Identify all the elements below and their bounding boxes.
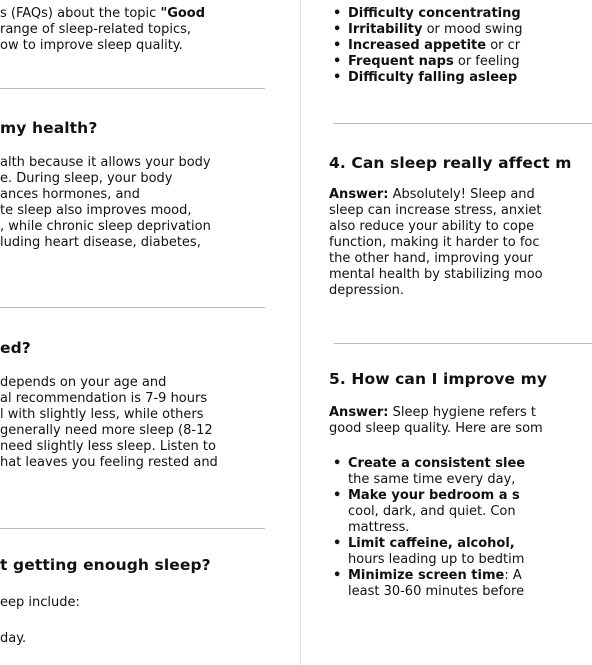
- answer-line: also reduce your ability to cope: [329, 219, 535, 234]
- answer-line: mental health by stabilizing moo: [329, 267, 543, 282]
- section-heading-not-enough-sleep: t getting enough sleep?: [0, 556, 211, 574]
- right-column: [311, 0, 592, 665]
- divider: [0, 88, 265, 89]
- list-item: • Make your bedroom a s cool, dark, and quiet. Con mattress.: [329, 488, 525, 536]
- list-item: • Irritability or mood swing: [329, 22, 523, 38]
- section-body-needed: [0, 375, 218, 471]
- body-line: hat leaves you feeling rested and: [0, 455, 218, 470]
- divider: [0, 528, 265, 529]
- intro-line-3: ow to improve sleep quality.: [0, 38, 183, 53]
- divider: [0, 307, 265, 308]
- list-item: • Difficulty concentrating: [329, 6, 523, 22]
- list-item: • Frequent naps or feeling: [329, 54, 523, 70]
- question-4-heading: 4. Can sleep really affect m: [329, 154, 572, 172]
- question-4-answer: [329, 187, 543, 299]
- symptom-list: [329, 6, 523, 86]
- list-item: • Difficulty falling asleep: [329, 70, 523, 86]
- intro-paragraph: [0, 6, 205, 54]
- section-heading-health: my health?: [0, 119, 98, 137]
- body-line: depends on your age and: [0, 375, 167, 390]
- answer-line: Answer: Absolutely! Sleep and: [329, 187, 535, 202]
- column-divider: [300, 0, 301, 665]
- body-line: e. During sleep, your body: [0, 171, 173, 186]
- section-heading-needed: ed?: [0, 339, 31, 357]
- section-body-health: [0, 155, 211, 251]
- body-line: day.: [0, 631, 27, 646]
- body-line: need slightly less sleep. Listen to: [0, 439, 216, 454]
- divider: [334, 343, 592, 344]
- answer-line: the other hand, improving your: [329, 251, 533, 266]
- body-line: luding heart disease, diabetes,: [0, 235, 201, 250]
- question-5-heading: 5. How can I improve my: [329, 370, 548, 388]
- answer-line: function, making it harder to foc: [329, 235, 540, 250]
- body-line: eep include:: [0, 595, 80, 610]
- list-item: • Limit caffeine, alcohol, hours leading up to bedtim: [329, 536, 525, 568]
- body-line: l with slightly less, while others: [0, 407, 204, 422]
- divider: [334, 123, 592, 124]
- body-line: alth because it allows your body: [0, 155, 211, 170]
- question-5-answer: [329, 405, 543, 437]
- answer-line: Answer: Sleep hygiene refers t: [329, 405, 537, 420]
- body-line: te sleep also improves mood,: [0, 203, 192, 218]
- answer-line: sleep can increase stress, anxiet: [329, 203, 542, 218]
- body-line: al recommendation is 7-9 hours: [0, 391, 208, 406]
- body-line: ances hormones, and: [0, 187, 140, 202]
- answer-line: depression.: [329, 283, 405, 298]
- intro-line-2: range of sleep-related topics,: [0, 22, 192, 37]
- body-line: generally need more sleep (8-12: [0, 423, 213, 438]
- list-item: • Minimize screen time: A least 30-60 minutes before: [329, 568, 525, 600]
- list-item: • Increased appetite or cr: [329, 38, 523, 54]
- sleep-tips-list: [329, 456, 525, 600]
- intro-line-1: s (FAQs) about the topic "Good: [0, 6, 206, 21]
- answer-line: good sleep quality. Here are som: [329, 421, 543, 436]
- list-item: • Create a consistent slee the same time every day,: [329, 456, 525, 488]
- body-line: , while chronic sleep deprivation: [0, 219, 211, 234]
